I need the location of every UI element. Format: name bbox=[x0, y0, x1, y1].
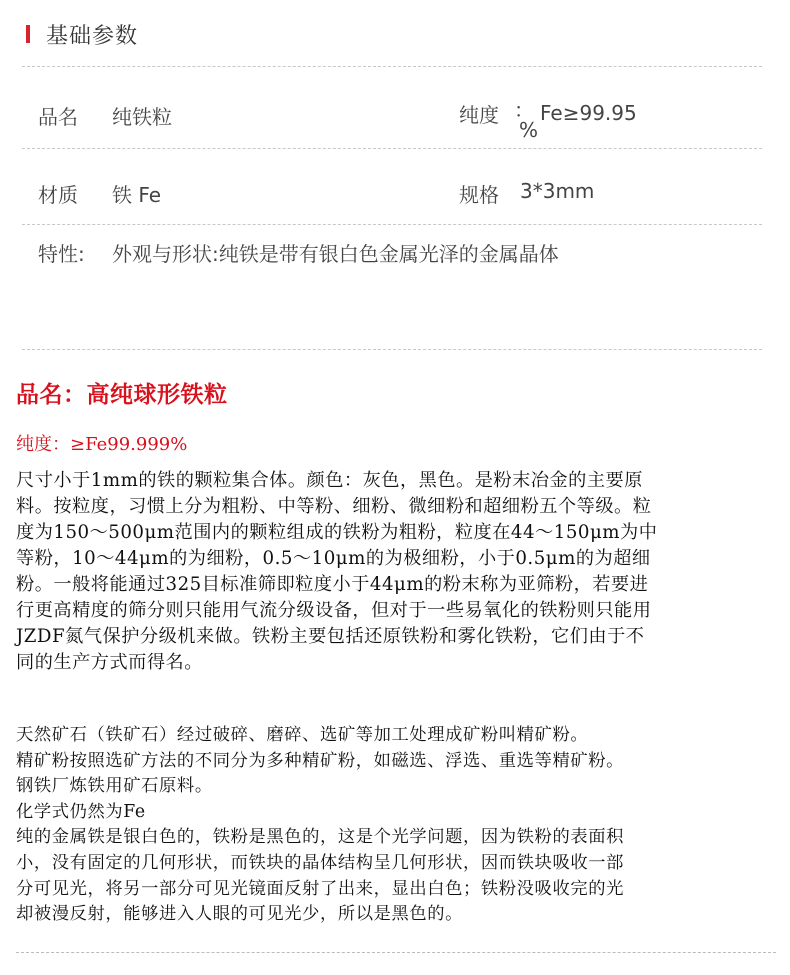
product-title: 品名：高纯球形铁粒 bbox=[16, 382, 228, 408]
spec-value: 3*3mm bbox=[520, 179, 595, 203]
ore-paragraph: 天然矿石（铁矿石）经过破碎、磨碎、选矿等加工处理成矿粉叫精矿粉。 精矿粉按照选矿方法的不同分为多种精矿粉，如磁选、浮选、重选等精矿粉。 钢铁厂炼铁用矿石原料。 化学式仍然为Fe 纯的金属铁是银白色的，铁粉是黑色的，这是个光学问题，因为铁粉的表面积 小，没有固定的几何形状，而铁块的晶体结构呈几何形状，因而铁块吸收一部 分可见光，将另一部分可见光镜面反射了出来，显出白色；铁粉没吸收完的光 却被漫反射，能够进入人眼的可见光少，所以是黑色的。 bbox=[16, 725, 624, 925]
purity-unit: % bbox=[519, 118, 539, 142]
material-label: 材质 bbox=[38, 183, 78, 207]
purity-label: 纯度 bbox=[459, 103, 499, 127]
accent-bar bbox=[26, 25, 30, 43]
feature-value: 外观与形状:纯铁是带有银白色金属光泽的金属晶体 bbox=[112, 242, 559, 266]
spec-label: 规格 bbox=[459, 183, 499, 207]
material-value: 铁 Fe bbox=[112, 183, 162, 207]
divider bbox=[22, 224, 762, 225]
divider bbox=[22, 66, 762, 67]
name-label: 品名 bbox=[38, 105, 78, 129]
feature-label: 特性: bbox=[38, 242, 85, 266]
product-purity: 纯度：≥Fe99.999% bbox=[16, 434, 188, 455]
divider bbox=[16, 952, 776, 953]
section-title: 基础参数 bbox=[46, 23, 139, 49]
section-header bbox=[26, 14, 138, 54]
purity-value: Fe≥99.95 bbox=[540, 101, 637, 125]
name-value: 纯铁粒 bbox=[112, 105, 172, 129]
divider bbox=[22, 349, 762, 350]
purity-colon: ： bbox=[514, 98, 534, 122]
divider bbox=[22, 148, 762, 149]
description-paragraph: 尺寸小于1mm的铁的颗粒集合体。颜色：灰色，黑色。是粉末冶金的主要原 料。按粒度，习惯上分为粗粉、中等粉、细粉、微细粉和超细粉五个等级。粒 度为150～500μm范围内的颗粒组成的铁粉为粗粉，粒度在44～150μm为中 等粉，10～44μm的为细粉，0.5～10μm的为极细粉，小于0.5μm的为超细 粉。一般将能通过325目标准筛即粒度小于44μm的粉末称为亚筛粉，若要进 行更高精度的筛分则只能用气流分级设备，但对于一些易氧化的铁粉则只能用 JZDF氮气保护分级机来做。铁粉主要包括还原铁粉和雾化铁粉，它们由于不 同的生产方式而得名。 bbox=[16, 470, 658, 673]
